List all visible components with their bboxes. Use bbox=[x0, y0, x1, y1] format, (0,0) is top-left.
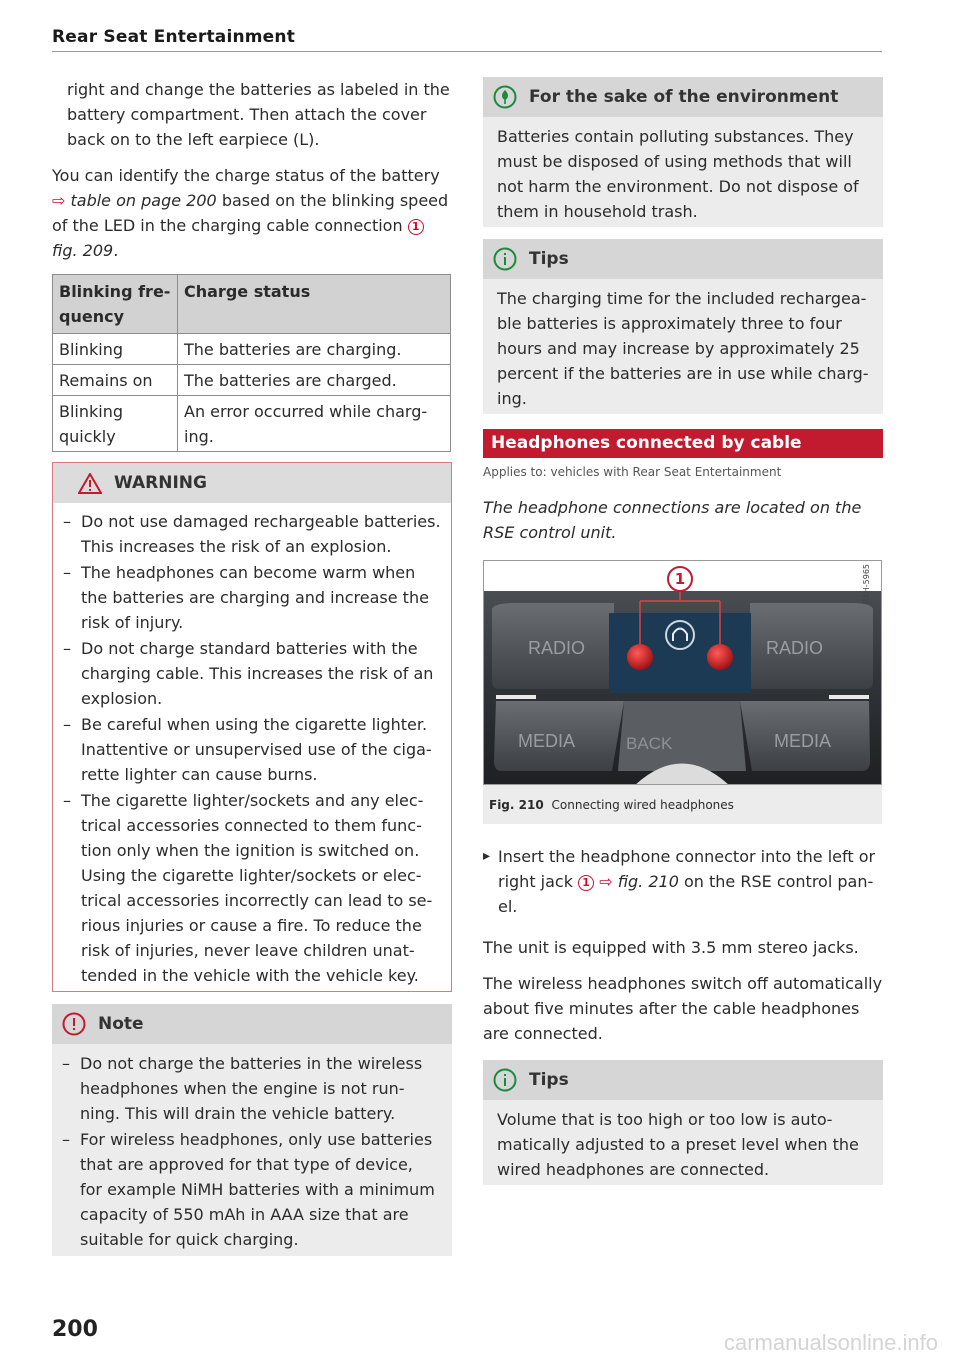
environment-leaf-icon bbox=[493, 85, 517, 109]
column-header: Charge status bbox=[178, 275, 451, 334]
info-icon bbox=[493, 1068, 517, 1092]
table-cell: An error occurred while charging. bbox=[178, 396, 451, 452]
environment-box bbox=[483, 77, 883, 227]
environment-title: For the sake of the environment bbox=[529, 86, 839, 107]
section-heading: Headphones connected by cable bbox=[483, 429, 883, 458]
page-header-title: Rear Seat Entertainment bbox=[52, 27, 296, 47]
callout-icon: 1 bbox=[578, 875, 594, 891]
period: . bbox=[113, 241, 119, 260]
exclamation-circle-icon bbox=[62, 1012, 86, 1036]
figure-reference-link[interactable]: fig. 209 bbox=[52, 241, 114, 260]
warning-list bbox=[63, 509, 441, 988]
radio-left-label: RADIO bbox=[528, 638, 586, 658]
warning-triangle-icon bbox=[78, 473, 102, 494]
figure-number: Fig. 210 bbox=[489, 798, 544, 812]
radio-right-label: RADIO bbox=[766, 638, 824, 658]
warning-title: WARNING bbox=[114, 472, 207, 493]
right-column bbox=[483, 77, 883, 1185]
rse-control-panel-image bbox=[483, 560, 882, 785]
warning-body bbox=[53, 503, 451, 991]
note-box bbox=[52, 1004, 452, 1256]
page-number: 200 bbox=[52, 1317, 98, 1342]
tips-title: Tips bbox=[529, 248, 569, 269]
tips-header bbox=[483, 239, 883, 279]
figure-caption-text: Connecting wired headphones bbox=[551, 798, 734, 812]
tips-box-1 bbox=[483, 239, 883, 414]
list-item: – Do not use damaged rechargeable batteries. This increases the risk of an explosion. bbox=[63, 509, 441, 559]
warning-box bbox=[52, 462, 452, 992]
table-row bbox=[53, 396, 451, 452]
figure-reference-link[interactable]: fig. 210 bbox=[617, 872, 679, 891]
jacks-paragraph: The unit is equipped with 3.5 mm stereo jacks. bbox=[483, 938, 859, 957]
tips-box-2 bbox=[483, 1060, 883, 1185]
list-item: – Do not charge standard batteries with the charging cable. This increases the risk of an explosion. bbox=[63, 636, 441, 711]
callout-icon: 1 bbox=[408, 219, 424, 235]
table-cell: The batteries are charged. bbox=[178, 365, 451, 396]
media-right-label: MEDIA bbox=[774, 731, 832, 751]
table-header-row bbox=[53, 275, 451, 334]
battery-paragraph: right and change the batteries as labeled in the battery compartment. Then attach the cover back on to the left earpiece (L). bbox=[67, 80, 450, 149]
environment-header bbox=[483, 77, 883, 117]
list-item: – The headphones can become warm when the batteries are charging and increase the risk of injury. bbox=[63, 560, 441, 635]
note-body bbox=[52, 1044, 452, 1256]
table-reference-link[interactable]: table on page 200 bbox=[70, 191, 217, 210]
step-text-a: Insert the headphone connector into the left or right jack bbox=[498, 847, 876, 891]
table-cell: Remains on bbox=[53, 365, 178, 396]
figure-caption bbox=[483, 785, 882, 820]
arrow-icon: ⇨ bbox=[52, 191, 66, 210]
figure-210 bbox=[483, 560, 882, 824]
arrow-icon: ⇨ bbox=[599, 872, 613, 891]
tips-title: Tips bbox=[529, 1069, 569, 1090]
applies-to-text: Applies to: vehicles with Rear Seat Entertainment bbox=[483, 465, 782, 479]
back-label: BACK bbox=[626, 734, 673, 753]
instruction-step bbox=[483, 844, 883, 919]
table-cell: The batteries are charging. bbox=[178, 334, 451, 365]
charge-status-text-b: based on the blinking speed of the LED in the charging cable connection bbox=[52, 191, 449, 235]
table-row bbox=[53, 334, 451, 365]
table-row bbox=[53, 365, 451, 396]
step-text-b: on the RSE control panel. bbox=[498, 872, 874, 916]
charge-status-text-a: You can identify the charge status of the battery bbox=[52, 166, 440, 185]
left-column bbox=[52, 77, 452, 1256]
media-left-label: MEDIA bbox=[518, 731, 576, 751]
list-item: – The cigarette lighter/sockets and any electrical accessories connected to them function only when the ignition is switched on. Using the cigarette lighter/sockets or electrical accessories incorrectly can lead to serious injuries or cause a fire. To reduce the risk of injuries, never leave children unattended in the vehicle with the vehicle key. bbox=[63, 788, 441, 988]
note-header bbox=[52, 1004, 452, 1044]
list-item: – For wireless headphones, only use batteries that are approved for that type of device, for example NiMH batteries with a minimum capacity of 550 mAh in AAA size that are suitable for quick charging. bbox=[62, 1127, 438, 1252]
table-cell: Blinking bbox=[53, 334, 178, 365]
charge-status-table bbox=[52, 274, 451, 452]
table-cell: Blinking quickly bbox=[53, 396, 178, 452]
tips-body: The charging time for the included rechargeable batteries is approximately three to four hours and may increase by approximately 25 percent if the batteries are in use while charging. bbox=[497, 289, 869, 408]
column-header: Blinking frequency bbox=[53, 275, 178, 334]
info-icon bbox=[493, 247, 517, 271]
header-divider bbox=[52, 51, 882, 52]
charge-status-paragraph bbox=[52, 163, 452, 263]
tips-body: Volume that is too high or too low is automatically adjusted to a preset level when the wired headphones are connected. bbox=[497, 1110, 859, 1179]
list-item: – Do not charge the batteries in the wireless headphones when the engine is not running. This will drain the vehicle battery. bbox=[62, 1051, 438, 1126]
figure-callout-number: 1 bbox=[674, 570, 686, 588]
warning-header bbox=[53, 463, 451, 503]
watermark: carmanualsonline.info bbox=[723, 1330, 938, 1355]
note-title: Note bbox=[98, 1013, 144, 1034]
section-intro: The headphone connections are located on the RSE control unit. bbox=[483, 498, 862, 542]
tips-header bbox=[483, 1060, 883, 1100]
note-list bbox=[62, 1051, 438, 1252]
list-item: – Be careful when using the cigarette lighter. Inattentive or unsupervised use of the cigarette lighter can cause burns. bbox=[63, 712, 441, 787]
environment-body: Batteries contain polluting substances. They must be disposed of using methods that will not harm the environment. Do not dispose of them in household trash. bbox=[497, 127, 859, 221]
wireless-paragraph: The wireless headphones switch off automatically about five minutes after the cable headphones are connected. bbox=[483, 974, 883, 1043]
figure-code: RAH-5965 bbox=[862, 564, 871, 604]
